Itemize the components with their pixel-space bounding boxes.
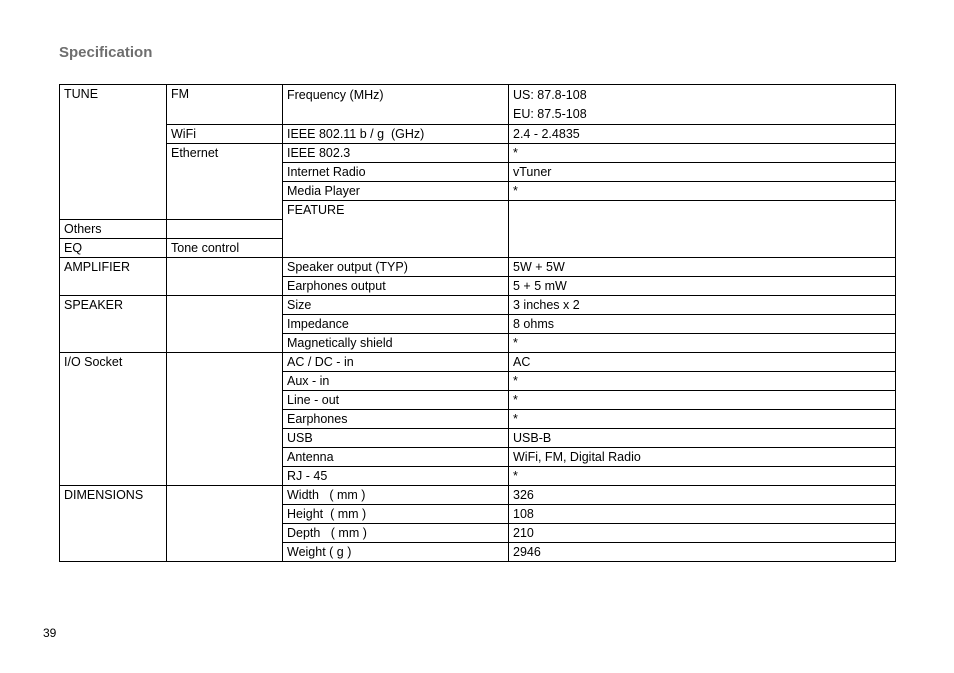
spec-value-size: 3 inches x 2 bbox=[509, 296, 896, 315]
spec-label-aux-in: Aux - in bbox=[283, 372, 509, 391]
spec-value-earphones-output: 5 + 5 mW bbox=[509, 277, 896, 296]
subcategory-empty bbox=[167, 258, 283, 296]
category-speaker: SPEAKER bbox=[60, 296, 167, 353]
spec-value-line-out: * bbox=[509, 391, 896, 410]
table-row bbox=[60, 353, 896, 372]
spec-label-usb: USB bbox=[283, 429, 509, 448]
table-row bbox=[60, 125, 896, 144]
table-row bbox=[60, 258, 896, 277]
spec-label-weight: Weight ( g ) bbox=[283, 543, 509, 562]
spec-label-line-out: Line - out bbox=[283, 391, 509, 410]
spec-label-ieee80211: IEEE 802.11 b / g (GHz) bbox=[283, 125, 509, 144]
spec-label-ieee8023: IEEE 802.3 bbox=[283, 144, 509, 163]
table-row bbox=[60, 296, 896, 315]
spec-value-impedance: 8 ohms bbox=[509, 315, 896, 334]
category-feature: FEATURE bbox=[283, 201, 509, 258]
spec-label-earphones: Earphones bbox=[283, 410, 509, 429]
spec-value-frequency: US: 87.8-108 EU: 87.5-108 bbox=[509, 85, 896, 125]
spec-value-eq: Tone control bbox=[167, 239, 283, 258]
spec-value-aux-in: * bbox=[509, 372, 896, 391]
spec-value-magnetic-shield: * bbox=[509, 334, 896, 353]
category-io-socket: I/O Socket bbox=[60, 353, 167, 486]
spec-label-rj45: RJ - 45 bbox=[283, 467, 509, 486]
spec-value-depth: 210 bbox=[509, 524, 896, 543]
spec-value-rj45: * bbox=[509, 467, 896, 486]
spec-value-internet-radio: vTuner bbox=[509, 163, 896, 182]
subcategory-ethernet: Ethernet bbox=[167, 144, 283, 220]
category-tune: TUNE bbox=[60, 85, 167, 220]
category-dimensions: DIMENSIONS bbox=[60, 486, 167, 562]
spec-value-antenna: WiFi, FM, Digital Radio bbox=[509, 448, 896, 467]
spec-label-media-player: Media Player bbox=[283, 182, 509, 201]
spec-label-others: Others bbox=[60, 220, 167, 239]
page-title: Specification bbox=[59, 44, 153, 61]
spec-label-eq: EQ bbox=[60, 239, 167, 258]
page-number: 39 bbox=[43, 626, 57, 640]
spec-value-earphones: * bbox=[509, 410, 896, 429]
spec-value-usb: USB-B bbox=[509, 429, 896, 448]
category-amplifier: AMPLIFIER bbox=[60, 258, 167, 296]
table-row bbox=[60, 85, 896, 125]
subcategory-empty bbox=[167, 486, 283, 562]
spec-value-others bbox=[167, 220, 283, 239]
spec-value-media-player: * bbox=[509, 182, 896, 201]
subcategory-empty bbox=[167, 353, 283, 486]
spec-label-speaker-output: Speaker output (TYP) bbox=[283, 258, 509, 277]
spec-label-antenna: Antenna bbox=[283, 448, 509, 467]
spec-label-earphones-output: Earphones output bbox=[283, 277, 509, 296]
spec-label-impedance: Impedance bbox=[283, 315, 509, 334]
subcategory-empty bbox=[509, 201, 896, 258]
subcategory-fm: FM bbox=[167, 85, 283, 125]
spec-value-speaker-output: 5W + 5W bbox=[509, 258, 896, 277]
spec-value-weight: 2946 bbox=[509, 543, 896, 562]
subcategory-empty bbox=[167, 296, 283, 353]
spec-value-ieee80211: 2.4 - 2.4835 bbox=[509, 125, 896, 144]
spec-label-size: Size bbox=[283, 296, 509, 315]
table-row bbox=[60, 144, 896, 163]
specification-table bbox=[59, 84, 896, 562]
spec-label-depth: Depth ( mm ) bbox=[283, 524, 509, 543]
spec-label-height: Height ( mm ) bbox=[283, 505, 509, 524]
spec-label-ac-dc-in: AC / DC - in bbox=[283, 353, 509, 372]
subcategory-wifi: WiFi bbox=[167, 125, 283, 144]
spec-label-frequency: Frequency (MHz) bbox=[283, 85, 509, 125]
spec-value-width: 326 bbox=[509, 486, 896, 505]
spec-value-height: 108 bbox=[509, 505, 896, 524]
spec-label-internet-radio: Internet Radio bbox=[283, 163, 509, 182]
table-row bbox=[60, 486, 896, 505]
spec-value-ac-dc-in: AC bbox=[509, 353, 896, 372]
spec-label-magnetic-shield: Magnetically shield bbox=[283, 334, 509, 353]
spec-label-width: Width ( mm ) bbox=[283, 486, 509, 505]
spec-value-ieee8023: * bbox=[509, 144, 896, 163]
